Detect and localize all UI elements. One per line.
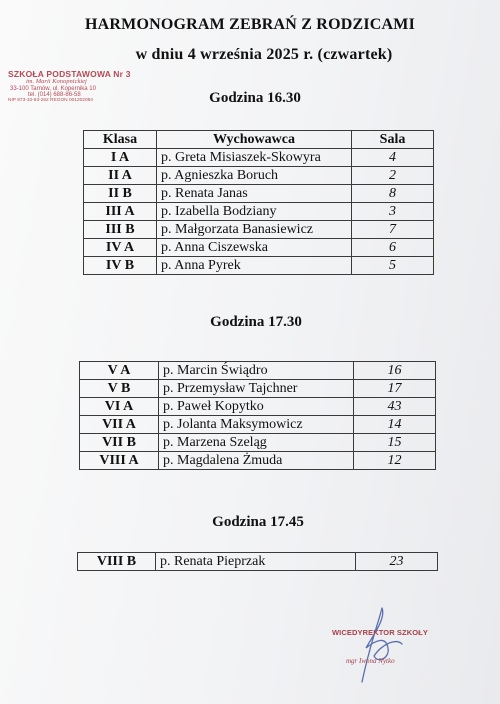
stamp-address: 33-100 Tarnów, ul. Kopernika 10: [10, 85, 96, 92]
stamp-phone: tel. (014) 688-86-58: [28, 92, 81, 99]
table-row: [80, 398, 436, 416]
room-cell: 43: [354, 398, 436, 416]
room-cell: 17: [354, 380, 436, 398]
teacher-cell: p. Anna Ciszewska: [157, 239, 352, 257]
session-hour-1: Godzina 16.30: [209, 90, 301, 106]
room-cell: 3: [352, 203, 434, 221]
class-cell: III A: [84, 203, 157, 221]
class-cell: VI A: [80, 398, 159, 416]
table-header-row: [84, 131, 434, 149]
class-cell: IV A: [84, 239, 157, 257]
table-row: [84, 239, 434, 257]
teacher-cell: p. Renata Janas: [157, 185, 352, 203]
room-cell: 15: [354, 434, 436, 452]
table-row: [84, 203, 434, 221]
room-cell: 23: [356, 553, 438, 571]
schedule-table-3: [77, 552, 438, 571]
stamp-ids: NIP 873-10-93-262 REGON 001202084: [8, 98, 93, 104]
room-cell: 7: [352, 221, 434, 239]
table-row: [80, 452, 436, 470]
table-row: [80, 362, 436, 380]
class-cell: V B: [80, 380, 159, 398]
column-header-teacher: Wychowawca: [157, 131, 352, 149]
class-cell: VII A: [80, 416, 159, 434]
session-hour-3: Godzina 17.45: [212, 514, 304, 530]
table-row: [84, 221, 434, 239]
room-cell: 4: [352, 149, 434, 167]
schedule-table-1: [83, 130, 434, 275]
teacher-cell: p. Greta Misiaszek-Skowyra: [157, 149, 352, 167]
schedule-table-2: [79, 361, 436, 470]
class-cell: VII B: [80, 434, 159, 452]
table-row: [80, 416, 436, 434]
teacher-cell: p. Paweł Kopytko: [159, 398, 354, 416]
room-cell: 16: [354, 362, 436, 380]
table-row: [78, 553, 438, 571]
class-cell: VIII B: [78, 553, 156, 571]
stamp-patron: im. Marii Konopnickiej: [26, 77, 87, 85]
teacher-cell: p. Jolanta Maksymowicz: [159, 416, 354, 434]
room-cell: 6: [352, 239, 434, 257]
document-title: HARMONOGRAM ZEBRAŃ Z RODZICAMI: [85, 16, 415, 33]
teacher-cell: p. Renata Pieprzak: [156, 553, 356, 571]
teacher-cell: p. Izabella Bodziany: [157, 203, 352, 221]
room-cell: 2: [352, 167, 434, 185]
room-cell: 5: [352, 257, 434, 275]
table-row: [80, 434, 436, 452]
class-cell: II A: [84, 167, 157, 185]
teacher-cell: p. Marzena Szeląg: [159, 434, 354, 452]
table-row: [84, 149, 434, 167]
class-cell: V A: [80, 362, 159, 380]
class-cell: III B: [84, 221, 157, 239]
teacher-cell: p. Magdalena Żmuda: [159, 452, 354, 470]
column-header-room: Sala: [352, 131, 434, 149]
teacher-cell: p. Agnieszka Boruch: [157, 167, 352, 185]
table-row: [80, 380, 436, 398]
session-hour-2: Godzina 17.30: [210, 314, 302, 330]
room-cell: 8: [352, 185, 434, 203]
document-subtitle: w dniu 4 września 2025 r. (czwartek): [135, 46, 393, 63]
class-cell: IV B: [84, 257, 157, 275]
teacher-cell: p. Anna Pyrek: [157, 257, 352, 275]
signature-stamp: [332, 628, 442, 665]
teacher-cell: p. Marcin Świądro: [159, 362, 354, 380]
stamp-school-name: SZKOŁA PODSTAWOWA Nr 3: [8, 69, 131, 79]
room-cell: 14: [354, 416, 436, 434]
table-row: [84, 167, 434, 185]
class-cell: II B: [84, 185, 157, 203]
class-cell: VIII A: [80, 452, 159, 470]
teacher-cell: p. Małgorzata Banasiewicz: [157, 221, 352, 239]
table-row: [84, 257, 434, 275]
class-cell: I A: [84, 149, 157, 167]
teacher-cell: p. Przemysław Tajchner: [159, 380, 354, 398]
signature-role: WICEDYREKTOR SZKOŁY: [332, 628, 428, 637]
signature-name: mgr Iwona Nytko: [346, 657, 395, 665]
column-header-class: Klasa: [84, 131, 157, 149]
table-row: [84, 185, 434, 203]
room-cell: 12: [354, 452, 436, 470]
